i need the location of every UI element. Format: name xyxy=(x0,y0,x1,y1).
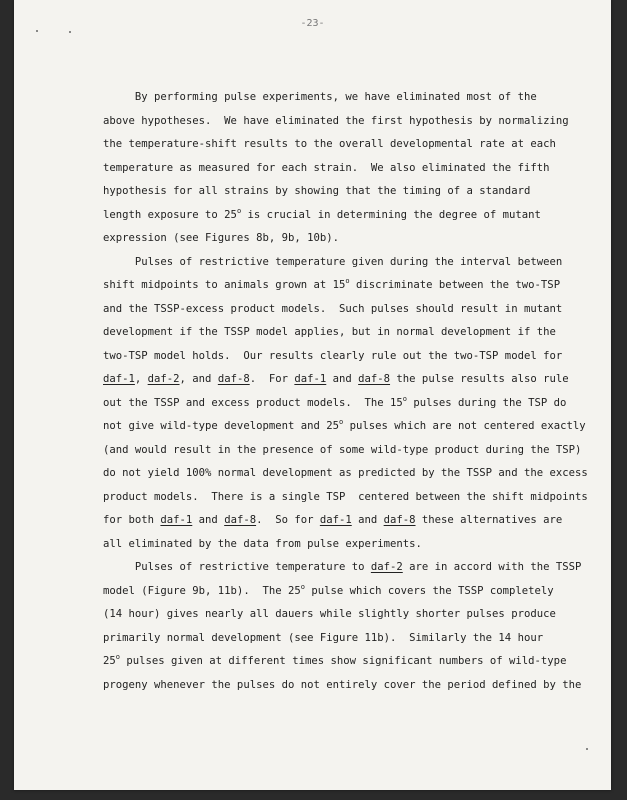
text-line xyxy=(103,368,569,392)
gene-name: daf-8 xyxy=(224,514,257,526)
body-text xyxy=(103,86,588,697)
text-run: all eliminated by the data from pulse experiments. xyxy=(103,537,422,550)
text-line xyxy=(103,415,586,439)
paper-speck xyxy=(586,748,588,750)
text-line xyxy=(103,486,588,510)
text-run: pulse which covers the TSSP completely xyxy=(304,584,554,597)
degree-superscript: o xyxy=(236,206,242,215)
text-run: (and would result in the presence of some wild-type product during the TSP) xyxy=(103,443,582,456)
text-run: (14 hour) gives nearly all dauers while slightly shorter pulses produce xyxy=(103,608,556,620)
text-line xyxy=(103,533,563,557)
text-line xyxy=(103,274,563,298)
text-run: product models. There is a single TSP centered between the shift midpoints xyxy=(103,490,588,503)
text-run: out the TSSP and excess product models. The 15 xyxy=(103,396,403,409)
text-run: 25 xyxy=(103,655,116,667)
text-line xyxy=(103,509,563,533)
text-run: length exposure to 25 xyxy=(103,208,237,221)
degree-superscript: o xyxy=(300,582,305,591)
text-run: temperature as measured for each strain. We also eliminated the fifth xyxy=(103,161,550,174)
text-run: discriminate between the two-TSP xyxy=(349,279,561,291)
text-run: the temperature-shift results to the overall developmental rate at each xyxy=(103,138,556,150)
text-line xyxy=(103,86,563,110)
text-run: . For xyxy=(249,373,295,385)
text-line xyxy=(103,439,582,463)
text-run: . So for xyxy=(256,514,320,526)
text-line xyxy=(103,321,563,345)
text-line xyxy=(103,251,563,275)
text-line xyxy=(103,110,569,134)
text-line xyxy=(103,227,563,251)
text-line xyxy=(103,650,567,674)
text-run: these alternatives are xyxy=(415,514,563,526)
text-run: pulses during the TSP do xyxy=(406,396,567,409)
text-line xyxy=(103,556,582,580)
text-run: shift midpoints to animals grown at 15 xyxy=(103,279,346,291)
text-run: two-TSP model holds. Our results clearly rule out the two-TSP model for xyxy=(103,349,563,362)
gene-name: daf-2 xyxy=(147,373,180,385)
text-line xyxy=(103,392,567,416)
text-run: By performing pulse experiments, we have eliminated most of the xyxy=(103,91,537,103)
text-run: , and xyxy=(179,373,218,385)
text-line xyxy=(103,204,563,228)
text-run: and xyxy=(326,373,359,385)
gene-name: daf-8 xyxy=(217,373,250,385)
document-page xyxy=(14,0,611,790)
text-run: and xyxy=(351,514,384,526)
text-run: the pulse results also rule xyxy=(390,373,569,385)
text-line xyxy=(103,674,582,698)
gene-name: daf-1 xyxy=(319,514,352,526)
gene-name: daf-1 xyxy=(160,514,193,526)
degree-superscript: o xyxy=(339,418,344,426)
text-run: Pulses of restrictive temperature to xyxy=(103,561,371,573)
paper-speck xyxy=(69,31,71,33)
text-run: expression (see Figures 8b, 9b, 10b). xyxy=(103,232,339,244)
text-line xyxy=(103,345,563,369)
text-run: for both xyxy=(103,514,161,526)
text-run: model (Figure 9b, 11b). The 25 xyxy=(103,584,301,597)
page-number: -23- xyxy=(300,18,325,29)
text-run: are in accord with the TSSP xyxy=(402,561,582,573)
text-line xyxy=(103,462,588,486)
text-run: not give wild-type development and 25 xyxy=(103,420,339,432)
text-run: development if the TSSP model applies, but in normal development if the xyxy=(103,326,556,338)
text-run: Pulses of restrictive temperature given during the interval between xyxy=(103,255,563,268)
text-run: , xyxy=(134,373,148,385)
text-line xyxy=(103,157,563,181)
text-line xyxy=(103,627,563,651)
text-run: progeny whenever the pulses do not entirely cover the period defined by the xyxy=(103,678,582,691)
text-run: and xyxy=(192,514,225,526)
text-run: pulses which are not centered exactly xyxy=(343,420,586,432)
text-line xyxy=(103,298,563,322)
text-line xyxy=(103,133,563,157)
text-run: above hypotheses. We have eliminated the first hypothesis by normalizing xyxy=(103,114,569,127)
degree-superscript: o xyxy=(345,277,350,285)
gene-name: daf-2 xyxy=(370,561,403,573)
paper-speck xyxy=(36,30,38,32)
gene-name: daf-8 xyxy=(358,373,391,385)
text-run: pulses given at different times show significant numbers of wild-type xyxy=(119,655,567,667)
text-run: hypothesis for all strains by showing that the timing of a standard xyxy=(103,185,531,197)
text-line xyxy=(103,603,563,627)
text-run: do not yield 100% normal development as predicted by the TSSP and the excess xyxy=(103,467,588,479)
text-run: primarily normal development (see Figure 11b). Similarly the 14 hour xyxy=(103,631,544,644)
text-run: and the TSSP-excess product models. Such pulses should result in mutant xyxy=(103,302,563,315)
text-line xyxy=(103,580,563,604)
degree-superscript: o xyxy=(402,394,407,403)
gene-name: daf-1 xyxy=(294,373,327,385)
text-run: is crucial in determining the degree of mutant xyxy=(241,208,541,221)
text-line xyxy=(103,180,563,204)
gene-name: daf-8 xyxy=(383,514,416,526)
gene-name: daf-1 xyxy=(103,373,135,385)
degree-superscript: o xyxy=(115,653,120,661)
